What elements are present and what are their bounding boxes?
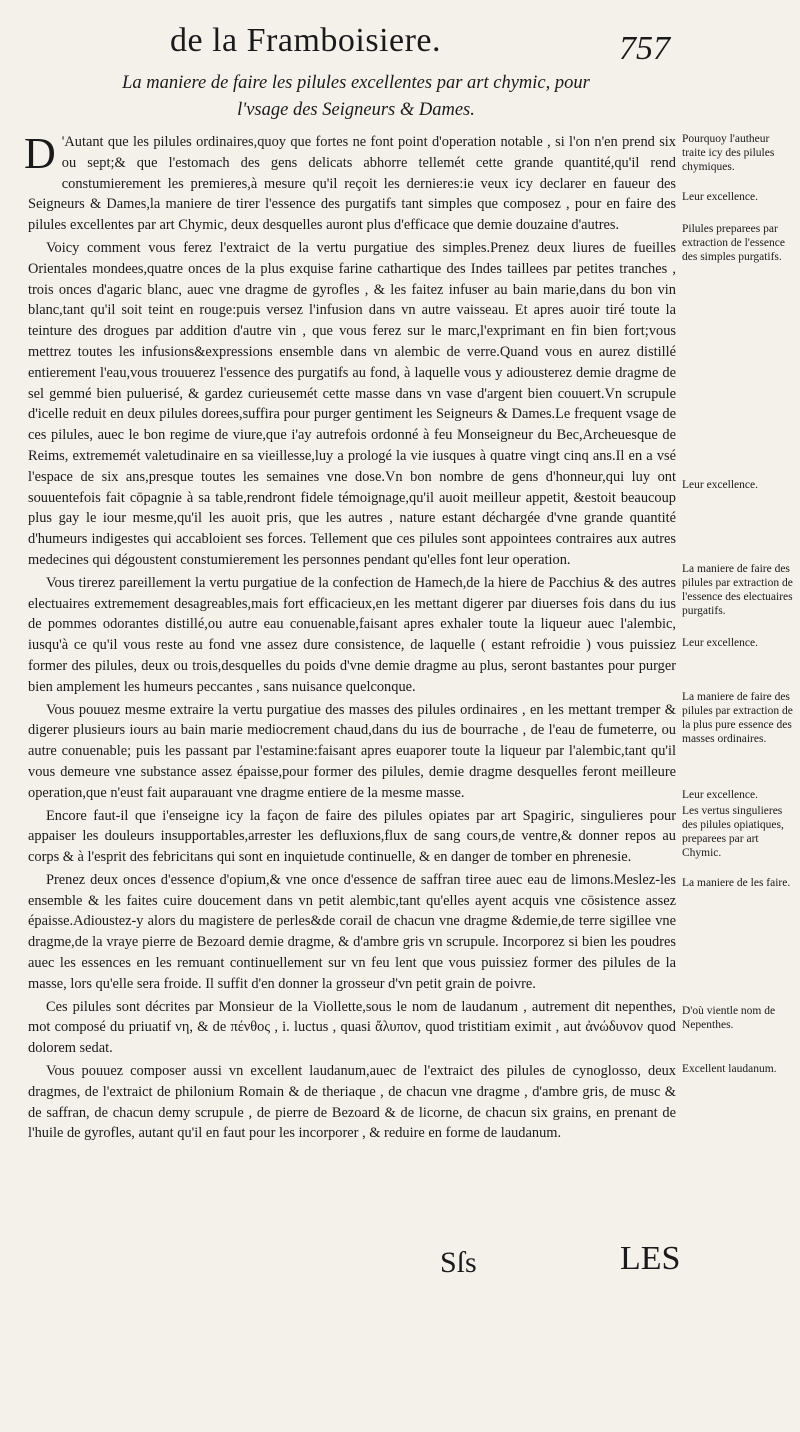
paragraph: Prenez deux onces d'essence d'opium,& vne once d'essence de saffran tiree auec eau de limons.Meslez-les ensemble & les faites cuire doucement dans vn petit alembic,tant qu'elles ayent acquis vne cōsistence assez épaisse.Adioustez-y alors du magistere de perles&de corail de chacun vne dragme &demie,de terre sigillee vne dragme,de la vraye pierre de Bezoard demie dragme, & d'ambre gris vn scrupule. Incorporez si bien les poudres auec les essences en les remuant continuellement sur vn feu lent que vous puissiez former des pilules de la masse, lors qu'elle sera froide. Il suffit d'en donner la grosseur d'vn petit grain de poivre. bbox=[28, 871, 676, 992]
page-number: 757 bbox=[619, 30, 670, 67]
margin-note: La maniere de faire des pilules par extraction de la plus pure essence des masses ordinaires. bbox=[682, 691, 793, 745]
paragraph bbox=[24, 129, 676, 236]
margin-note: Leur excellence. bbox=[682, 191, 758, 203]
margin-note: D'où vientle nom de Nepenthes. bbox=[682, 1005, 776, 1031]
body-text bbox=[24, 129, 676, 1146]
paragraph: Encore faut-il que i'enseigne icy la façon de faire des pilules opiates par art Spagiric, singulieres pour appaiser les douleurs insupportables,arrester les defluxions,flux de sang cours,de ventre,& donner repos au corps & à l'esprit des febricitans qui sont en inquietude continuelle, & en danger de tomber en phrenesie. bbox=[28, 807, 676, 866]
margin-note: Excellent laudanum. bbox=[682, 1063, 777, 1075]
paragraph: Ces pilules sont décrites par Monsieur de la Viollette,sous le nom de laudanum , autrement dit nepenthes, mot composé du priuatif νη, & de πένθος , i. luctus , quasi ἄλυπον, quod tristitiam eximit , aut ἀνώδυνον quod dolorem sedat. bbox=[28, 998, 676, 1057]
chapter-title bbox=[96, 70, 616, 124]
margin-note: Pourquoy l'autheur traite icy des pilules chymiques. bbox=[682, 133, 775, 173]
margin-note: Leur excellence. bbox=[682, 789, 758, 801]
margin-note: Les vertus singulieres des pilules opiatiques, preparees par art Chymic. bbox=[682, 805, 784, 859]
margin-note: Leur excellence. bbox=[682, 637, 758, 649]
catchword: LES bbox=[620, 1240, 681, 1277]
chapter-title-line: La maniere de faire les pilules excellentes par art chymic, pour bbox=[122, 73, 590, 93]
margin-note: Leur excellence. bbox=[682, 479, 758, 491]
paragraph: Voicy comment vous ferez l'extraict de la vertu purgatiue des simples.Prenez deux liures de fueilles Orientales mondees,quatre onces de la plus exquise farine cathartique des Indes taillees par petites tranches , trois onces d'agaric blanc, auec vne dragme de gyrofles , & les faitez infuser au bain marie,dans du bon vin blanc,tant qu'il soit teint en rouge:puis versez l'infusion dans vn autre vaisseau. Et apres auoir tiré toute la teinture des drogues par addition d'autre vin , que vous ferez sur le marc,l'exprimant en fin bien fort;vous mettrez toutes les infusions&expressions ensemble dans vn alembic de verre.Quand vous en aurez distillé entierement l'eau,vous trouuerez l'essence des purgatifs au fond, à laquelle vous y adiousterez demie dragme de sel gemmé bien puluerisé, & gardez curieusemét cette masse dans vn vase d'argent bien couuert.Vn scrupule d'icelle reduit en deux pilules dorees,suffira pour purger gentiment les Seigneurs & Dames.Le frequent vsage de ces pilules, auec le bon regime de viure,que i'ay autrefois ordonné à feu Monseigneur du Bec,Archeuesque de Reims, extrememét valetudinaire en sa vieillesse,luy a prologé la vie iusques à quatre vingt cinq ans.Il en a vsé l'espace de six ans,presque toutes les semaines vne dose.Vn bon nombre de gens d'honneur,qui luy ont souuentefois fait cōpagnie à sa table,rendront fidele témoignage,qu'il auoit meilleur appetit, &estoit beaucoup plus gay le iour mesme,qu'il les auoit pris, que les autres , nature estant déchargée d'vne grande quantité d'humeurs indigestes qui accabloient ses forces. Tellement que ces pilules sont appointees contraires aux autres medecines qui dégoustent constumierement les personnes pendant qu'elles font leur operation. bbox=[28, 239, 676, 568]
signature-mark: Sſs bbox=[440, 1246, 477, 1279]
paragraph: Vous pouuez mesme extraire la vertu purgatiue des masses des pilules ordinaires , en les mettant tremper & digerer plusieurs iours au bain marie mediocrement chaud,dans du ius de bourrache , de l'eau de fumeterre, ou autre conuenable; puis les passant par l'estamine:faisant apres euaporer toute la liqueur par l'alembic,tant qu'il vous demeure vne substance assez épaisse,pour former des pilules, demie dragme desquelles feront meilleure operation,que n'eust fait auparauant vne dragme entiere de la mesme masse. bbox=[28, 701, 676, 801]
margin-note: Pilules preparees par extraction de l'essence des simples purgatifs. bbox=[682, 223, 785, 263]
paragraph-text: 'Autant que les pilules ordinaires,quoy que fortes ne font point d'operation notable , si l'on n'en prend six ou sept;& que l'estomach des gens delicats abhorre tellemét cette grande quantité,qu'il rend constumierement les premieres,à mesure qu'il reçoit les dernieres:ie veux icy declarer en faueur des Seigneurs & Dames,la maniere de tirer l'essence des purgatifs tant simples que composez , pour en faire des pilules excellentes par art Chymic, deux desquelles auront plus d'efficace que demie douzaine d'autres. bbox=[28, 134, 676, 234]
paragraph: Vous tirerez pareillement la vertu purgatiue de la confection de Hamech,de la hiere de Pacchius & des autres electuaires extremement desagreables,mais fort efficacieux,en les mettant digerer par diuerses fois dans du ius de pommes odorantes distillé,ou autre eau conuenable,faisant apres exhaler toute la liqueur auec l'alembic, iusqu'à ce qu'il vous reste au fond vne assez dure consistence, de laquelle ( estant refroidie ) vous puissiez former des pilules, deux ou trois,desquelles du poids d'vne demie dragme au plus, seront bastantes pour purger bien amplement les humeurs peccantes , sans nuisance quelconque. bbox=[28, 574, 676, 695]
margin-note: La maniere de faire des pilules par extraction de l'essence des electuaires purgatifs. bbox=[682, 563, 793, 617]
paragraph: Vous pouuez composer aussi vn excellent laudanum,auec de l'extraict des pilules de cynoglosso, deux dragmes, de l'extraict de philonium Romain & de theriaque , de chacun vne dragme , d'ambre gris, de musc & de saffran, de chacun demy scrupule , de pierre de Bezoard & de licorne, de chacun six grains, en prenant de l'huile de gyrofles, autant qu'il en faut pour les incorporer , & reduire en forme de laudanum. bbox=[28, 1063, 676, 1142]
drop-cap: D bbox=[24, 129, 56, 178]
chapter-title-line: l'vsage des Seigneurs & Dames. bbox=[237, 100, 475, 120]
running-title: de la Framboisiere. bbox=[170, 22, 442, 59]
margin-note: La maniere de les faire. bbox=[682, 877, 791, 889]
